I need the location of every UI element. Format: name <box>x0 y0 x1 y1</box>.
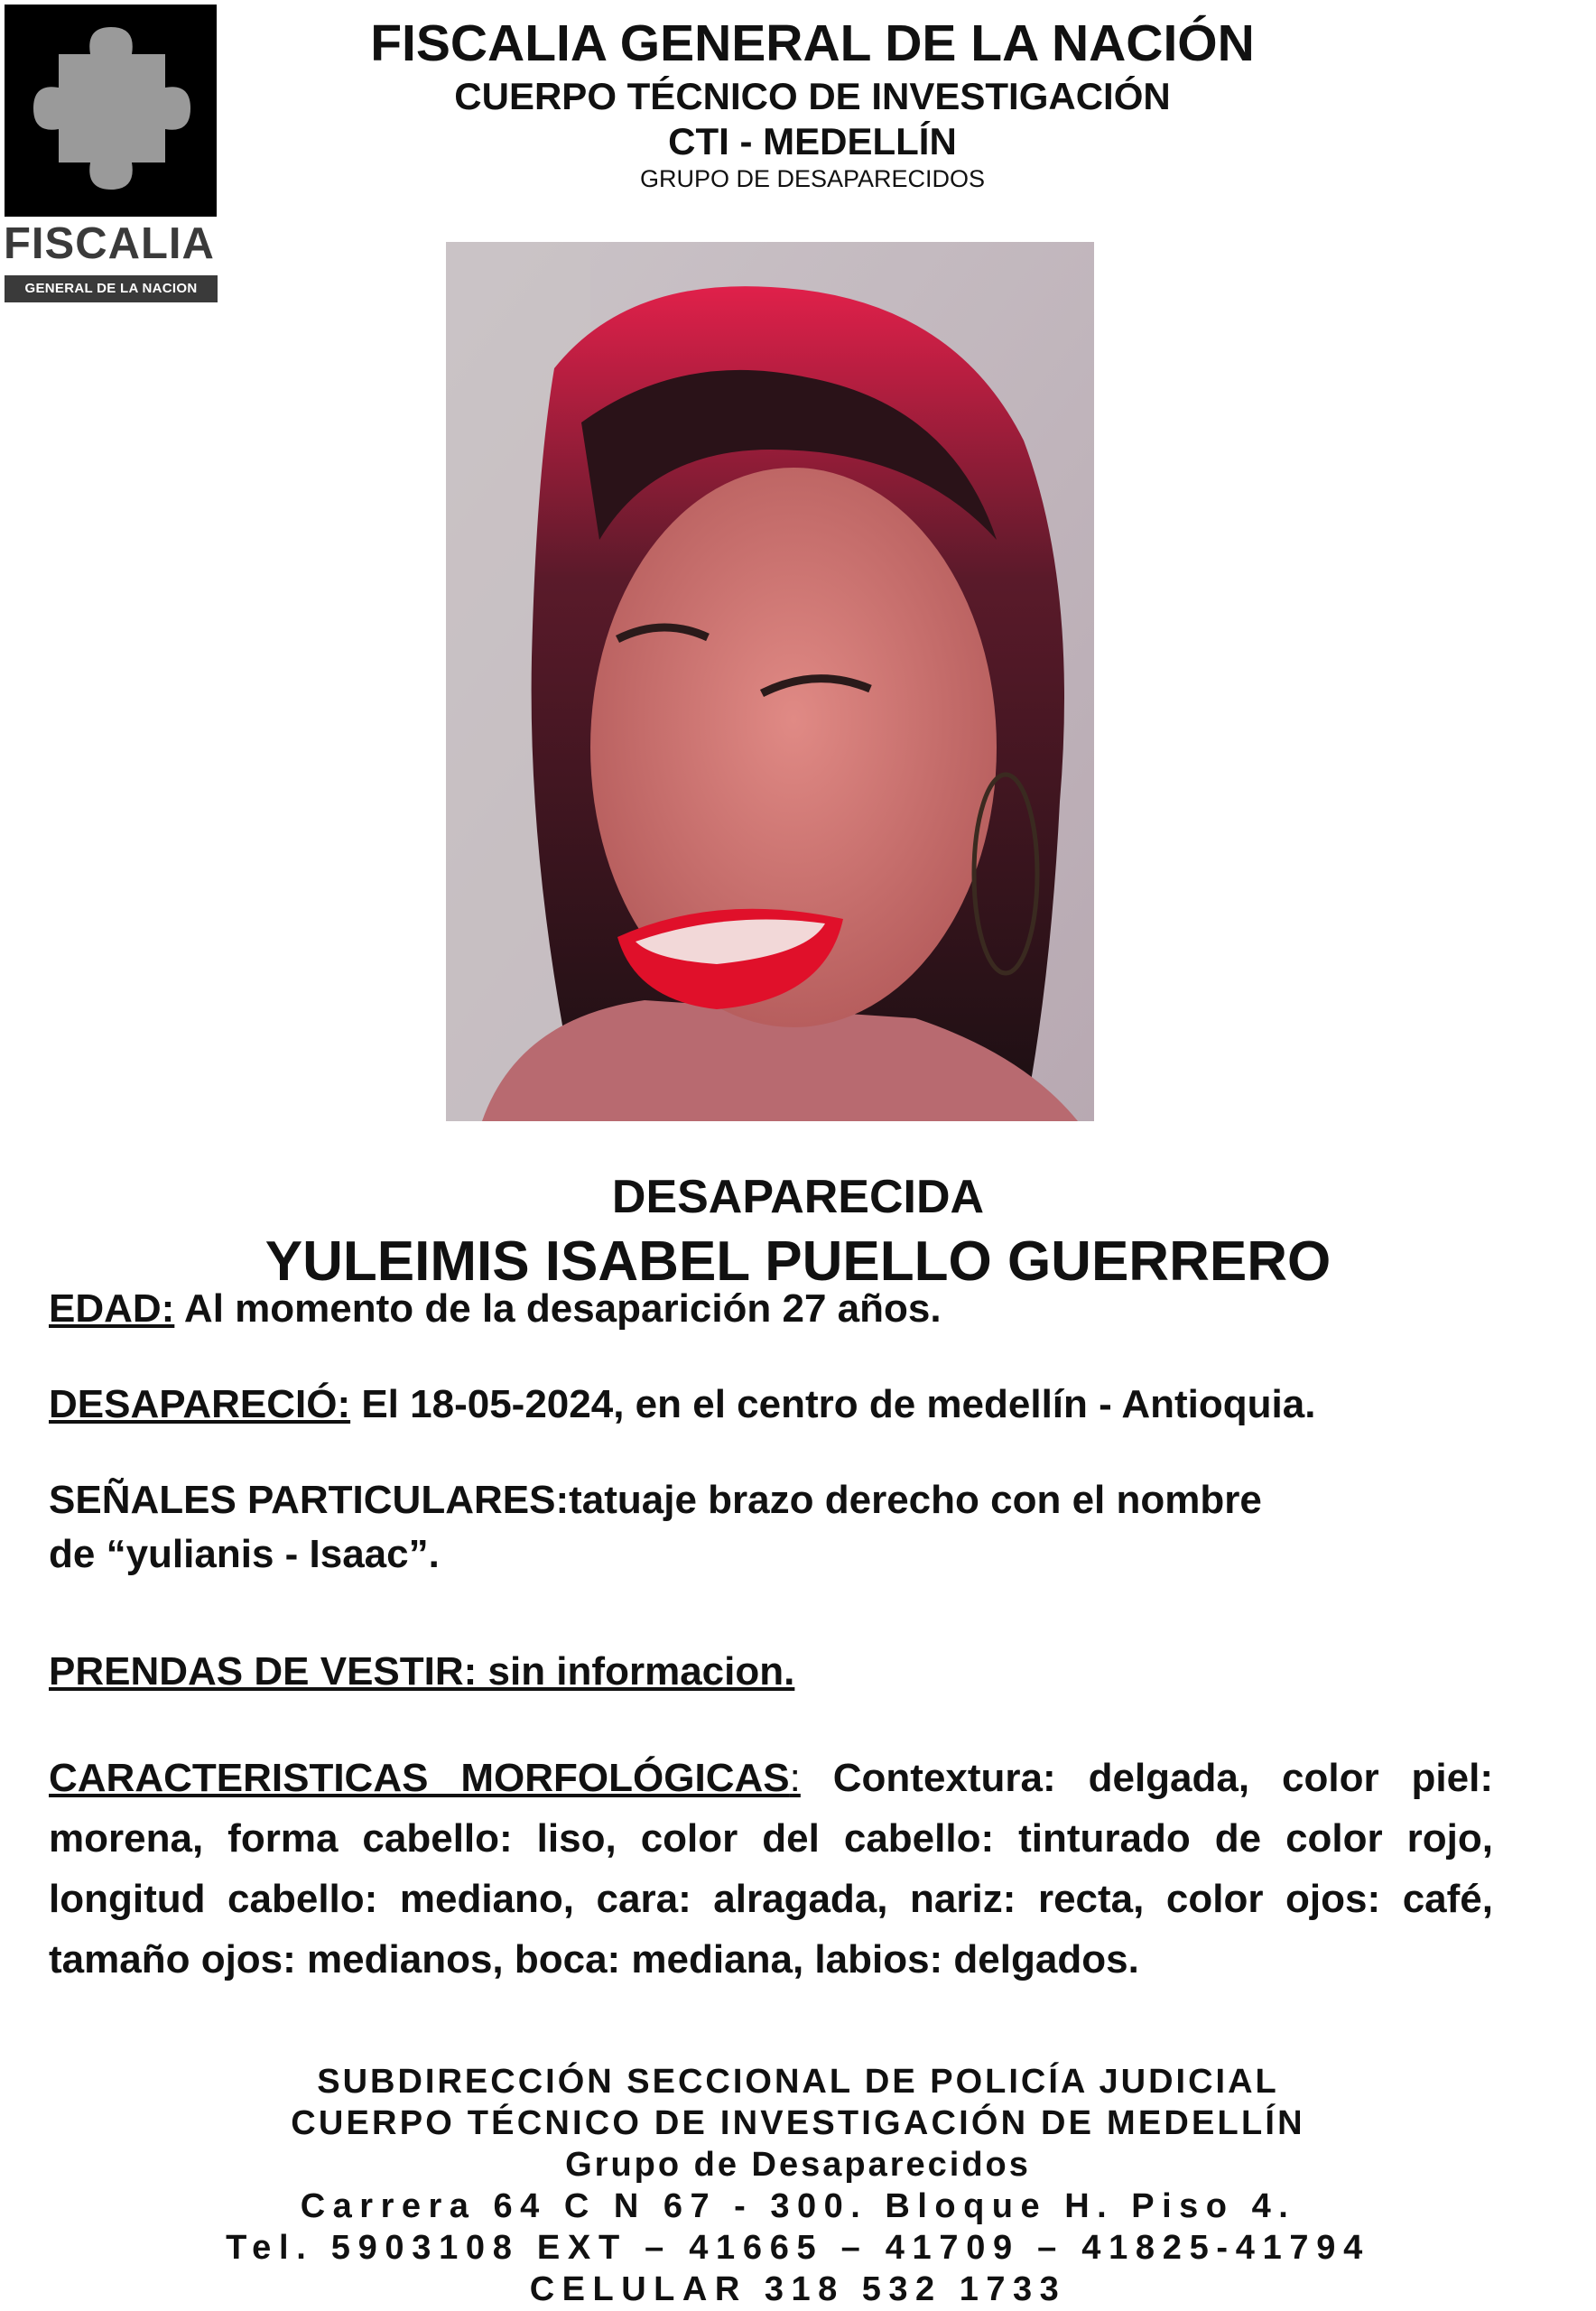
field-desaparecio <box>49 1378 1493 1432</box>
footer-phone: Tel. 5903108 EXT – 41665 – 41709 – 41825-41794 <box>226 2229 1370 2267</box>
field-morfologicas <box>49 1748 1493 1990</box>
desaparecio-label: DESAPARECIÓ: <box>49 1382 351 1426</box>
agency-subtitle: CUERPO TÉCNICO DE INVESTIGACIÓN <box>454 75 1171 117</box>
field-prendas <box>49 1645 1493 1699</box>
logo-wordmark: FISCALIA <box>4 219 215 268</box>
footer-line-1: SUBDIRECCIÓN SECCIONAL DE POLICÍA JUDICIAL <box>317 2063 1279 2101</box>
person-name: YULEIMIS ISABEL PUELLO GUERRERO <box>264 1230 1332 1293</box>
senales-label: SEÑALES PARTICULARES: <box>49 1478 570 1522</box>
morfologicas-value: Contextura: delgada, color piel: morena, forma cabello: liso, color del cabello: tinturado de color rojo, longitud cabello: mediano, cara: alragada, nariz: recta, color ojos: café, tamaño ojos: medianos, boca: mediana, labios: delgados. <box>49 1756 1493 1982</box>
agency-group: GRUPO DE DESAPARECIDOS <box>639 165 986 192</box>
agency-title: FISCALIA GENERAL DE LA NACIÓN <box>370 14 1255 72</box>
edad-label: EDAD: <box>49 1286 175 1331</box>
prendas-text: PRENDAS DE VESTIR: sin informacion. <box>49 1649 795 1694</box>
status-heading: DESAPARECIDA <box>611 1171 985 1223</box>
footer-line-2: CUERPO TÉCNICO DE INVESTIGACIÓN DE MEDELLÍN <box>291 2104 1305 2142</box>
field-senales <box>49 1473 1493 1582</box>
missing-person-photo <box>446 242 1094 1121</box>
desaparecio-value: El 18-05-2024, en el centro de medellín - Antioquia. <box>350 1382 1316 1426</box>
field-edad <box>49 1282 1493 1336</box>
senales-value-1: tatuaje brazo derecho con el nombre <box>569 1478 1262 1522</box>
edad-value: Al momento de la desaparición 27 años. <box>174 1286 942 1331</box>
footer-mobile: CELULAR 318 532 1733 <box>529 2270 1067 2308</box>
morfologicas-colon: : <box>789 1756 801 1800</box>
senales-value-2: de “yulianis - Isaac”. <box>49 1532 440 1576</box>
puzzle-piece-icon <box>5 5 217 217</box>
footer-address: Carrera 64 C N 67 - 300. Bloque H. Piso 4. <box>300 2187 1296 2225</box>
morfologicas-label: CARACTERISTICAS MORFOLÓGICAS <box>49 1756 790 1800</box>
fiscalia-logo <box>0 0 221 307</box>
logo-subtitle: GENERAL DE LA NACION <box>5 275 218 302</box>
agency-unit: CTI - MEDELLÍN <box>668 120 957 162</box>
footer-line-3: Grupo de Desaparecidos <box>565 2146 1031 2184</box>
